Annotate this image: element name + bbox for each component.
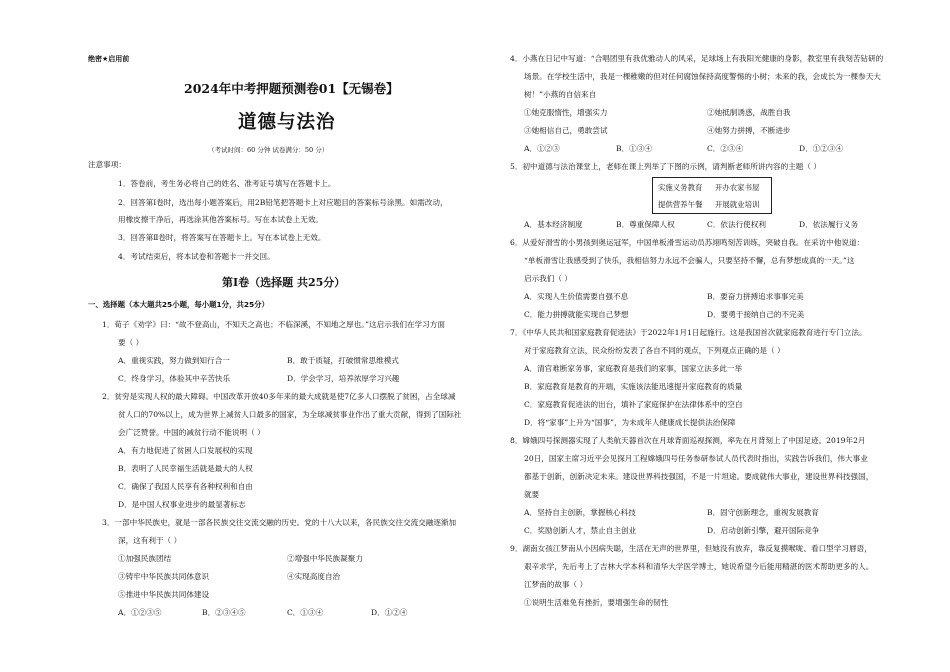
question-2-cont: 会广泛赞誉。中国的减贫行动不能说明（ ） [118, 428, 265, 437]
option: B．家庭教育是教育的开端，实施该法能迅速提升家庭教育的质量 [524, 382, 743, 391]
section-heading: 一、选择题（本大题共25小题，每小题1分，共25分） [88, 300, 269, 309]
question-9-cont: 江梦南的故事（ ） [524, 580, 588, 589]
example-box [652, 177, 772, 214]
question-8-cont: 都基于创新，创新决定未来。建设世界科技强国，不是一片坦途。要成就伟大事业，建设世界科技强国， [524, 472, 874, 481]
option: D．①②④ [371, 608, 408, 617]
question-6: 6．从爱好滑雪的小男孩到奥运冠军，中国单板滑雪运动员苏翊鸣刻苦训练，突破自我。在采访中他说道： [510, 238, 865, 247]
question-2: 2．贫穷是实现人权的最大障碍。中国改革开放40多年来的最大成就是使7亿多人口摆脱了贫困，占全球减 [102, 392, 456, 401]
question-7: 7．《中华人民共和国家庭教育促进法》于2022年1月1日起施行。这是我国首次就家庭教育进行专门立法。 [510, 328, 867, 337]
option: D．依法履行义务 [799, 220, 859, 229]
option: D．将“家事”上升为“国事”，为未成年人健康成长提供法治保障 [524, 418, 736, 427]
question-9: 9．湖南女孩江梦南从小因病失聪，生活在无声的世界里，但她没有放弃，靠反复摸喉咙、看口型学习唇语， [510, 544, 872, 553]
option: C．①③④ [287, 608, 324, 617]
option: C．②③④ [707, 144, 744, 153]
statement: ③她相信自己，勇敢尝试 [524, 126, 608, 135]
question-5: 5．初中道德与法治课堂上，老师在课上列举了下图的示例，请判断老师所讲内容的主题（ ） [510, 162, 821, 171]
option: B．②③④⑤ [202, 608, 246, 617]
notice-item: 1．答卷前，考生务必将自己的姓名、准考证号填写在答题卡上。 [118, 179, 336, 188]
subject-title: 道德与法治 [238, 112, 336, 133]
option: A．①②③ [524, 144, 560, 153]
notice-item: 2．回答第Ⅰ卷时，选出每小题答案后，用2B铅笔把答题卡上对应题目的答案标号涂黑。如需改动， [118, 198, 448, 207]
statement: ⑤推进中华民族共同体建设 [118, 590, 210, 599]
statement: ①她克服惰性，增强实力 [524, 108, 608, 117]
option: B．要奋力拼搏追求事事完美 [707, 292, 804, 301]
box-item: 开展就业培训 [715, 200, 760, 209]
statement: ④实现高度自治 [287, 572, 341, 581]
option: B．①③④ [616, 144, 652, 153]
option: D．要勇于接纳自己的不完美 [707, 310, 805, 319]
question-1-cont: 要（ ） [118, 338, 144, 347]
option: A．坚持自主创新，掌握核心科技 [524, 508, 636, 517]
question-8-cont: 20日，国家主席习近平会见探月工程嫦娥四号任务参研参试人员代表时指出，实践告诉我们，伟大事业 [524, 454, 868, 463]
exam-meta: （考试时间：60 分钟 试卷满分：50 分） [208, 146, 329, 154]
statement: ③铸牢中华民族共同体意识 [118, 572, 210, 581]
option: C．能力拼搏就能实现自己梦想 [524, 310, 629, 319]
statement: ①加强民族团结 [118, 554, 172, 563]
option: B．固守创新理念，重视发展教育 [707, 508, 819, 517]
option: D．启动创新引擎，避开国际竞争 [707, 526, 820, 535]
question-3-cont: 深，这有利于（ ） [118, 536, 182, 545]
statement: ②增强中华民族凝聚力 [287, 554, 363, 563]
question-4-cont: 场景。在学校生活中，我是一棵稚嫩的但对任何腐蚀保持高度警惕的小树；未来的我，会成长为一棵参天大 [524, 72, 881, 81]
notice-item: 4．考试结束后，将本试卷和答题卡一并交回。 [118, 252, 275, 261]
option: C．终身学习，体验其中辛苦快乐 [118, 374, 231, 383]
notice-item: 3．回答第Ⅱ卷时，将答案写在答题卡上。写在本试卷上无效。 [118, 233, 326, 242]
option: A．有力地促进了贫困人口发展权的实现 [118, 446, 253, 455]
question-9-cont: 艰辛求学，先后考上了吉林大学本科和清华大学医学博士，她说希望今后能用精湛的医术帮助更多的人。 [524, 562, 874, 571]
option: D．①②③④ [799, 144, 844, 153]
option: A．实现人生价值需要自强不息 [524, 292, 629, 301]
option: C．奖励创新人才，禁止自主创业 [524, 526, 637, 535]
box-item: 开办农家书屋 [715, 183, 760, 192]
question-8: 8．嫦娥四号探测器实现了人类航天器首次在月球背面巡视探测，率先在月背刻上了中国足迹。2019年2月 [510, 436, 866, 445]
statement: ②她抵制诱惑，战胜自我 [707, 108, 791, 117]
part-one-title: 第Ⅰ卷（选择题 共25分） [222, 276, 346, 289]
statement: ④她努力拼搏，不断进步 [707, 126, 791, 135]
statement: ①说明生活难免有挫折，要增强生命的韧性 [524, 598, 669, 607]
option: A．重视实践，努力做到知行合一 [118, 356, 230, 365]
question-3: 3．一部中华民族史，就是一部各民族交往交流交融的历史。党的十八大以来，各民族交往交流交融逐渐加 [102, 518, 457, 527]
option: B．尊重保障人权 [616, 220, 675, 229]
option: A．①②③⑤ [118, 608, 162, 617]
option: D．是中国人权事业进步的最显著标志 [118, 500, 246, 509]
option: B．表明了人民幸福生活就是最大的人权 [118, 464, 253, 473]
box-item: 实施义务教育 [658, 183, 703, 192]
option: D．学会学习，培养浓厚学习兴趣 [287, 374, 400, 383]
question-6-cont: “单板滑雪让我感受到了快乐，我相信努力永远不会骗人，只要坚持不懈，总有梦想成真的一天。”这 [524, 256, 855, 265]
option: C．依法行使权利 [707, 220, 766, 229]
question-7-cont: 对于家庭教育立法，民众纷纷发表了各自不同的观点，下列观点正确的是（ ） [524, 346, 785, 355]
question-2-cont: 贫人口的70%以上，成为世界上减贫人口最多的国家，为全球减贫事业作出了重大贡献，得到了国际社 [118, 410, 462, 419]
question-6-cont: 启示我们（ ） [524, 274, 572, 283]
option: A．清官难断家务事，家庭教育是我们的家事，国家立法多此一举 [524, 364, 743, 373]
question-1: 1．荀子《劝学》曰：“故不登高山，不知天之高也；不临深溪，不知地之厚也。”这启示我们在学习方面 [102, 320, 445, 329]
option: C．确保了我国人民享有各种权利和自由 [118, 482, 253, 491]
exam-title: 2024年中考押题预测卷01【无锡卷】 [184, 81, 399, 96]
box-item: 提供营养午餐 [658, 200, 703, 209]
option: C．家庭教育促进法的出台，填补了家庭保护在法律体系中的空白 [524, 400, 743, 409]
question-4: 4．小燕在日记中写道：“合唱团里有我优雅动人的风采，足球场上有我阳光健康的身影，教室里有我刻苦钻研的 [510, 54, 884, 63]
notice-heading: 注意事项： [88, 160, 126, 169]
question-4-cont: 树！”小燕的自信来自 [524, 90, 597, 99]
confidential-mark: 绝密★启用前 [88, 55, 130, 63]
option: B．敢于质疑，打破惯常思维模式 [287, 356, 399, 365]
question-8-cont: 就要 [524, 490, 540, 499]
notice-item: 用橡皮擦干净后，再选涂其他答案标号。写在本试卷上无效。 [118, 215, 324, 224]
option: A．基本经济制度 [524, 220, 583, 229]
